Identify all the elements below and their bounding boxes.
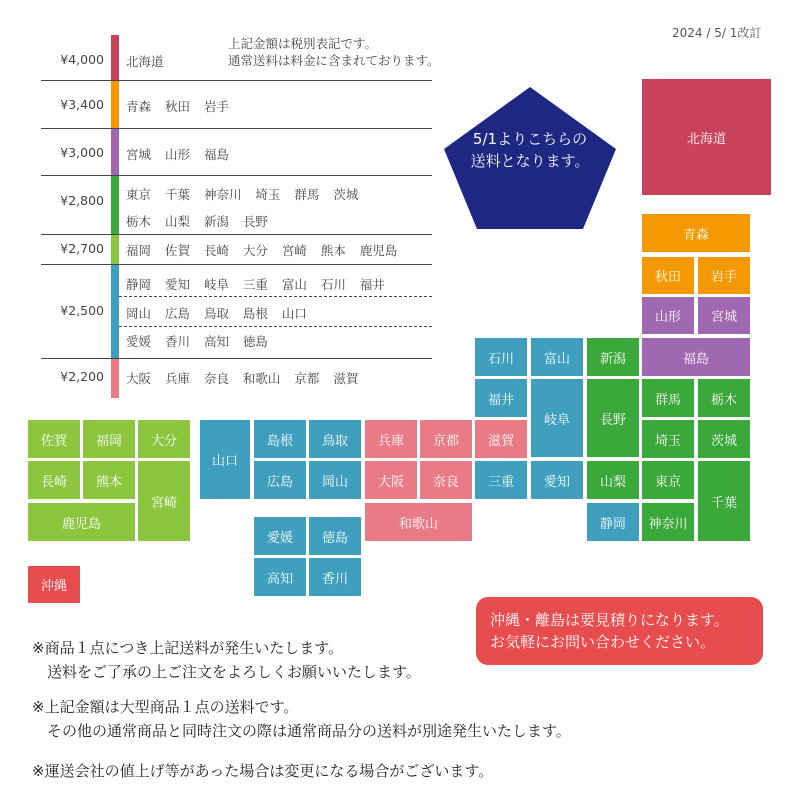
rate-color-bar-kansai bbox=[111, 358, 119, 398]
rate-price: ¥3,400 bbox=[60, 97, 104, 112]
rate-prefectures: 静岡 愛知 岐阜 三重 富山 石川 福井 bbox=[126, 277, 385, 292]
tile-fukuoka: 福岡 bbox=[83, 420, 135, 458]
rate-divider bbox=[41, 358, 432, 359]
tile-okayama: 岡山 bbox=[309, 461, 361, 499]
rate-color-bar-chubu-shikoku bbox=[111, 264, 119, 358]
rate-prefectures: 東京 千葉 神奈川 埼玉 群馬 茨城 bbox=[126, 187, 359, 202]
rate-prefectures: 福岡 佐賀 長崎 大分 宮崎 熊本 鹿児島 bbox=[126, 243, 398, 258]
tile-toyama: 富山 bbox=[531, 338, 583, 376]
rate-prefectures: 大阪 兵庫 奈良 和歌山 京都 滋賀 bbox=[126, 371, 359, 386]
footnote-3 bbox=[32, 759, 493, 783]
footnote-2-line1: ※上記金額は大型商品１点の送料です。 bbox=[32, 698, 299, 716]
tile-kagawa: 香川 bbox=[309, 558, 361, 596]
tile-hyogo: 兵庫 bbox=[365, 420, 417, 458]
rate-prefectures: 栃木 山梨 新潟 長野 bbox=[126, 214, 268, 229]
tax-notice-line2: 通常送料は料金に含まれております。 bbox=[228, 53, 440, 68]
footnote-1-line2: 送料をご了承の上ご注文をよろしくお願いいたします。 bbox=[32, 663, 421, 681]
rate-price: ¥4,000 bbox=[60, 52, 104, 67]
rate-price: ¥3,000 bbox=[60, 145, 104, 160]
tile-kagoshima: 鹿児島 bbox=[28, 503, 135, 541]
footnote-1-line1: ※商品１点につき上記送料が発生いたします。 bbox=[32, 639, 344, 657]
tile-ehime: 愛媛 bbox=[254, 517, 306, 555]
tile-shimane: 島根 bbox=[254, 420, 306, 458]
rate-divider bbox=[41, 80, 432, 81]
remote-island-note-line1: 沖縄・離島は要見積りになります。 bbox=[490, 611, 729, 629]
tile-gunma: 群馬 bbox=[642, 379, 694, 417]
rate-color-bar-tohoku-south bbox=[111, 128, 119, 175]
rate-price: ¥2,500 bbox=[60, 303, 104, 318]
tile-yamagata: 山形 bbox=[642, 297, 694, 334]
tile-ishikawa: 石川 bbox=[475, 338, 527, 376]
rate-color-bar-hokkaido-top bbox=[111, 35, 119, 80]
remote-island-note-line2: お気軽にお問い合わせください。 bbox=[490, 633, 716, 651]
remote-island-note bbox=[476, 597, 763, 665]
tile-chiba: 千葉 bbox=[698, 461, 750, 541]
tile-akita: 秋田 bbox=[642, 257, 694, 294]
tile-nagasaki: 長崎 bbox=[28, 461, 80, 499]
tile-tokyo: 東京 bbox=[642, 461, 694, 499]
tax-notice-line1: 上記金額は税別表記です。 bbox=[228, 36, 378, 51]
tile-okinawa: 沖縄 bbox=[28, 566, 80, 603]
effective-date-line1: 5/1よりこちらの bbox=[472, 130, 588, 148]
tile-oita: 大分 bbox=[138, 420, 190, 458]
tile-shiga: 滋賀 bbox=[475, 420, 527, 458]
rate-divider bbox=[41, 128, 432, 129]
footnote-2 bbox=[32, 695, 571, 743]
rate-divider bbox=[41, 234, 432, 235]
tile-kanagawa: 神奈川 bbox=[642, 503, 694, 541]
tile-fukui: 福井 bbox=[475, 379, 527, 417]
rate-price: ¥2,200 bbox=[60, 369, 104, 384]
rate-price: ¥2,700 bbox=[60, 241, 104, 256]
footnote-1 bbox=[32, 636, 421, 684]
rate-prefectures: 愛媛 香川 高知 徳島 bbox=[126, 334, 268, 349]
tile-kochi: 高知 bbox=[254, 558, 306, 596]
rate-prefectures: 北海道 bbox=[126, 54, 164, 69]
effective-date-text bbox=[440, 128, 620, 172]
tile-aichi: 愛知 bbox=[531, 461, 583, 499]
tile-miyazaki: 宮崎 bbox=[138, 461, 190, 541]
effective-date-line2: 送料となります。 bbox=[470, 152, 590, 170]
rate-color-bar-kanto bbox=[111, 175, 119, 234]
rate-prefectures: 青森 秋田 岩手 bbox=[126, 99, 229, 114]
tile-tokushima: 徳島 bbox=[309, 517, 361, 555]
revision-date: 2024 / 5/ 1改訂 bbox=[672, 26, 762, 40]
tile-nara: 奈良 bbox=[420, 461, 472, 499]
tile-mie: 三重 bbox=[475, 461, 527, 499]
rate-dashed-divider bbox=[119, 326, 432, 327]
tile-niigata: 新潟 bbox=[587, 338, 639, 376]
rate-divider bbox=[41, 264, 432, 265]
tile-kumamoto: 熊本 bbox=[83, 461, 135, 499]
footnote-2-line2: その他の通常商品と同時注文の際は通常商品分の送料が別途発生いたします。 bbox=[32, 722, 571, 740]
tile-osaka: 大阪 bbox=[365, 461, 417, 499]
tile-saga: 佐賀 bbox=[28, 420, 80, 458]
rate-price: ¥2,800 bbox=[60, 193, 104, 208]
rate-color-bar-tohoku-north bbox=[111, 80, 119, 128]
rate-divider bbox=[41, 175, 432, 176]
tile-kyoto: 京都 bbox=[420, 420, 472, 458]
tile-iwate: 岩手 bbox=[698, 257, 750, 294]
tile-yamaguchi: 山口 bbox=[200, 420, 250, 499]
tax-notice bbox=[228, 35, 440, 69]
tile-ibaraki: 茨城 bbox=[698, 420, 750, 458]
tile-wakayama: 和歌山 bbox=[365, 503, 472, 541]
tile-aomori: 青森 bbox=[642, 214, 750, 252]
tile-miyagi: 宮城 bbox=[698, 297, 750, 334]
tile-hiroshima: 広島 bbox=[254, 461, 306, 499]
tile-tochigi: 栃木 bbox=[698, 379, 750, 417]
rate-prefectures: 宮城 山形 福島 bbox=[126, 147, 229, 162]
tile-shizuoka: 静岡 bbox=[587, 503, 639, 541]
tile-hokkaido: 北海道 bbox=[642, 79, 771, 195]
rate-prefectures: 岡山 広島 鳥取 島根 山口 bbox=[126, 306, 307, 321]
tile-tottori: 鳥取 bbox=[309, 420, 361, 458]
tile-fukushima: 福島 bbox=[642, 338, 750, 376]
rate-color-bar-kyushu bbox=[111, 234, 119, 264]
rate-dashed-divider bbox=[119, 296, 432, 297]
tile-yamanashi: 山梨 bbox=[587, 461, 639, 499]
tile-saitama: 埼玉 bbox=[642, 420, 694, 458]
footnote-3-line1: ※運送会社の値上げ等があった場合は変更になる場合がございます。 bbox=[32, 762, 494, 780]
tile-nagano: 長野 bbox=[587, 379, 639, 457]
tile-gifu: 岐阜 bbox=[531, 379, 583, 457]
